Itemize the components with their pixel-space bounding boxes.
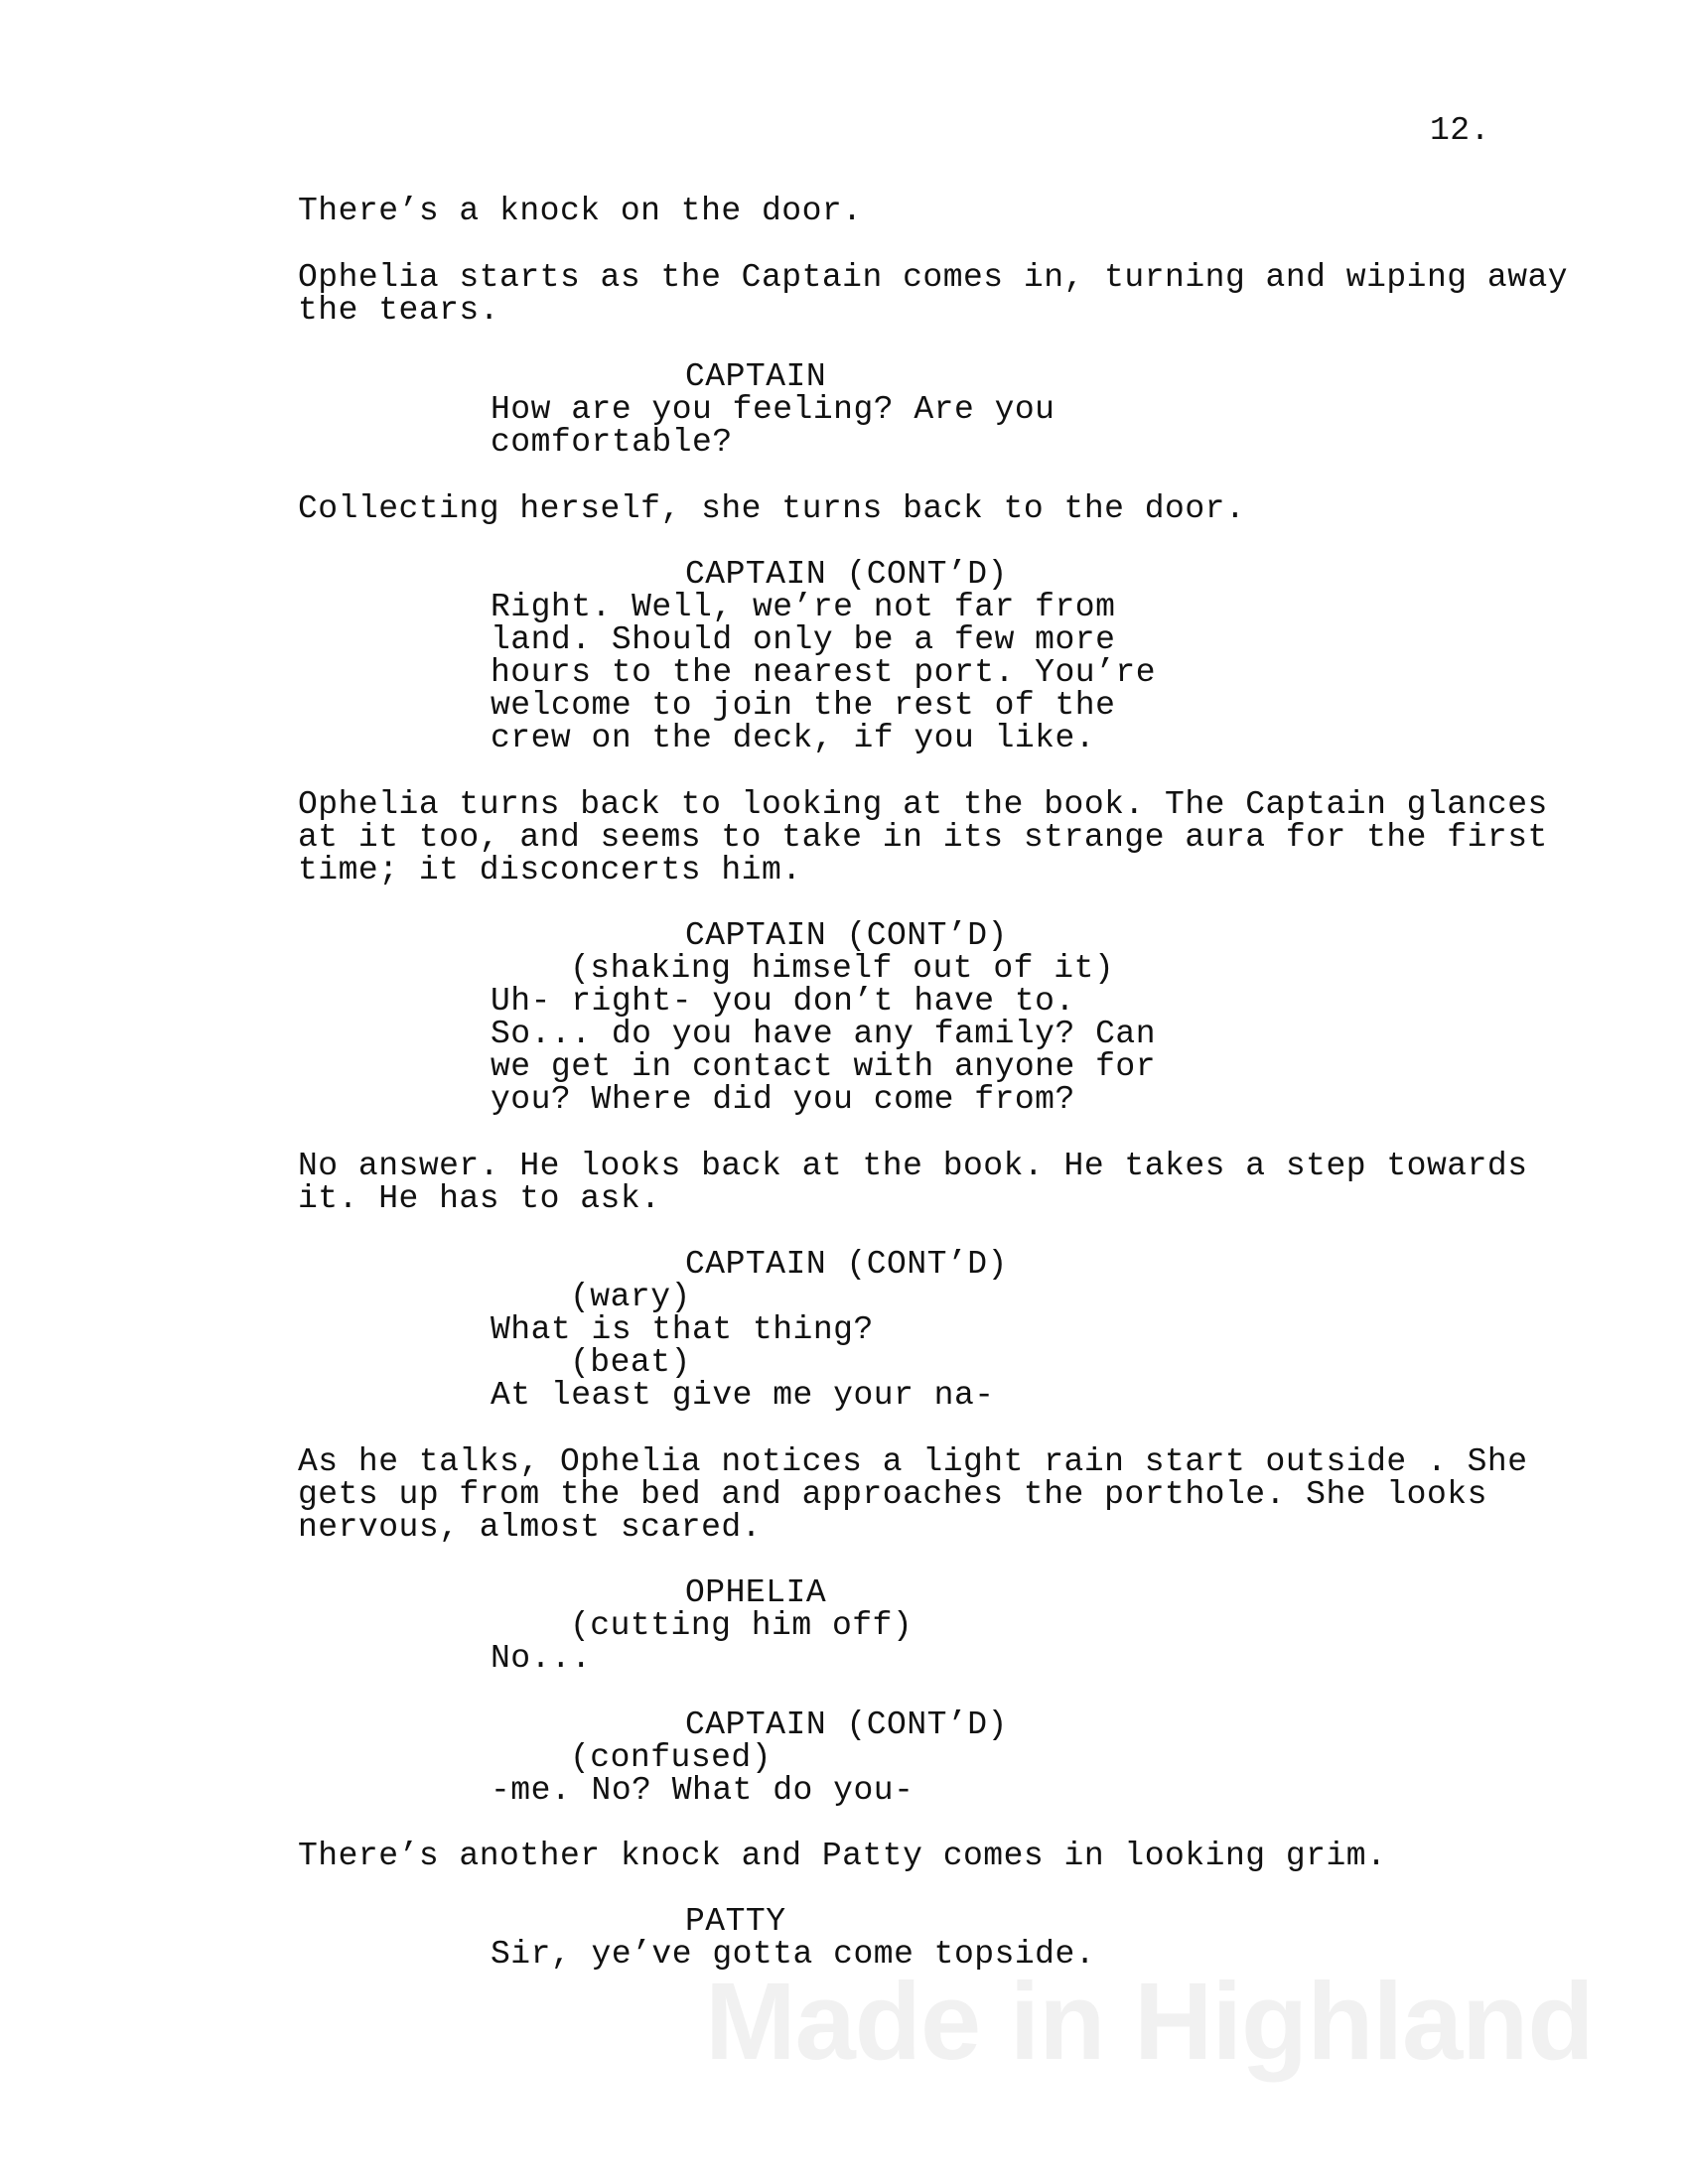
dialogue-line: What is that thing? [491,1311,874,1348]
dialogue-line: hours to the nearest port. You’re [491,654,1157,691]
character-name: PATTY [685,1903,786,1940]
parenthetical: (confused) [570,1739,773,1776]
parenthetical: (beat) [570,1344,691,1381]
action-line: As he talks, Ophelia notices a light rain start outside . She [298,1443,1528,1480]
action-line: Collecting herself, she turns back to the door. [298,490,1246,527]
dialogue-line: crew on the deck, if you like. [491,720,1096,756]
dialogue-line: How are you feeling? Are you [491,391,1055,428]
character-name: CAPTAIN (CONT’D) [685,917,1008,954]
parenthetical: (cutting him off) [570,1607,914,1644]
watermark: Made in Highland [705,1961,1594,2083]
action-line: nervous, almost scared. [298,1509,762,1546]
action-line: Ophelia starts as the Captain comes in, turning and wiping away [298,259,1569,296]
character-name: CAPTAIN (CONT’D) [685,1706,1008,1743]
action-line: at it too, and seems to take in its strange aura for the first [298,819,1548,856]
action-line: it. He has to ask. [298,1180,661,1217]
dialogue-line: -me. No? What do you- [491,1772,914,1809]
character-name: CAPTAIN (CONT’D) [685,556,1008,593]
action-line: There’s another knock and Patty comes in looking grim. [298,1838,1387,1874]
dialogue-line: No... [491,1640,592,1677]
dialogue-line: comfortable? [491,424,733,461]
dialogue-line: Right. Well, we’re not far from [491,589,1116,625]
dialogue-line: Uh- right- you don’t have to. [491,983,1075,1020]
character-name: CAPTAIN [685,358,827,395]
action-line: No answer. He looks back at the book. He takes a step towards [298,1148,1528,1184]
dialogue-line: So... do you have any family? Can [491,1016,1157,1052]
parenthetical: (shaking himself out of it) [570,950,1115,987]
dialogue-line: welcome to join the rest of the [491,687,1116,724]
action-line: the tears. [298,292,500,329]
action-line: gets up from the bed and approaches the porthole. She looks [298,1476,1487,1513]
dialogue-line: we get in contact with anyone for [491,1048,1157,1085]
character-name: OPHELIA [685,1574,827,1611]
character-name: CAPTAIN (CONT’D) [685,1246,1008,1283]
dialogue-line: land. Should only be a few more [491,621,1116,658]
action-line: Ophelia turns back to looking at the book. The Captain glances [298,786,1548,823]
parenthetical: (wary) [570,1279,691,1315]
action-line: There’s a knock on the door. [298,193,863,229]
dialogue-line: At least give me your na- [491,1377,995,1414]
page-number: 12. [1430,112,1490,149]
action-line: time; it disconcerts him. [298,852,802,888]
dialogue-line: Sir, ye’ve gotta come topside. [491,1936,1096,1973]
dialogue-line: you? Where did you come from? [491,1081,1075,1118]
